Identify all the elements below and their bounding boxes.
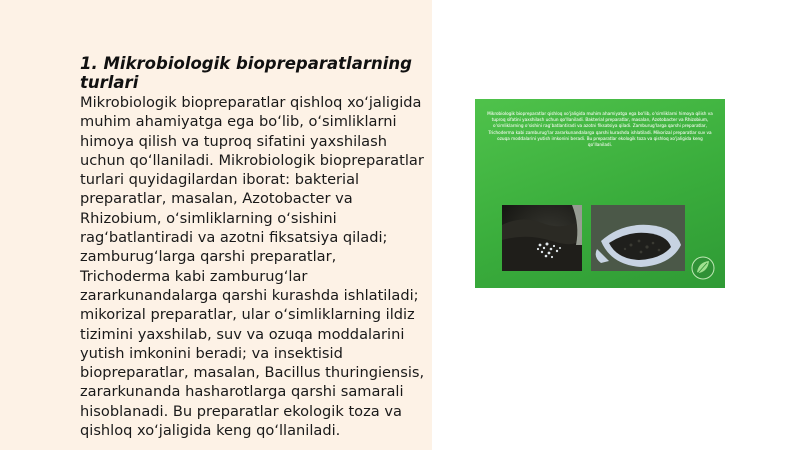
leaf-logo-icon [691,256,715,280]
hand-illustration [591,205,685,271]
soil-granules-photo [502,205,582,271]
soil-granules-illustration [502,205,582,271]
slide-thumbnail-image [475,99,725,288]
thumbnail-caption-text: Mikrobiologik biopreparatlar qishloq xo‘jaligida muhim ahamiyatga ega bo‘lib, o‘simliklarni himoya qilish va tuproq sifatini yaxshilash uchun qo‘llaniladi. Bakterial preparatlar, masalan, Azotobacter va Rhizobium, o‘simliklarning o‘sishini rag‘batlantiradi va azotni fiksatsiya qiladi. Zamburug‘larga qarshi preparatlar, Trichoderma kabi zamburug‘lar zararkunandalarga qarshi kurashda ishlatiladi. Mikorizal preparatlar suv va ozuqa moddalarini yutish imkonini beradi. Bu preparatlar ekologik toza va qishloq xo‘jaligida keng qo‘llaniladi. [487,111,713,148]
section-heading: 1. Mikrobiologik biopreparatlarning turlari [80,54,412,92]
hand-holding-granules-photo [591,205,685,271]
section-body-text: Mikrobiologik biopreparatlar qishloq xo‘jaligida muhim ahamiyatga ega bo‘lib, o‘simliklarni himoya qilish va tuproq sifatini yaxshilash uchun qo‘llaniladi. Mikrobiologik biopreparatlar turlari quyidagilardan iborat: bakterial preparatlar, masalan, Azotobacter va Rhizobium, o‘simliklarning o‘sishini rag‘batlantiradi va azotni fiksatsiya qiladi; zamburug‘larga qarshi preparatlar, Trichoderma kabi zamburug‘lar zararkunandalarga qarshi kurashda ishlatiladi; mikorizal preparatlar, ular o‘simliklarning ildiz tizimini yaxshilab, suv va ozuqa moddalarini yutish imkonini beradi; va insektisid biopreparatlar, masalan, Bacillus thuringiensis, zararkunanda hasharotlarga qarshi samarali hisoblanadi. Bu preparatlar ekologik toza va qishloq xo‘jaligida keng qo‘llaniladi. [80,94,425,440]
